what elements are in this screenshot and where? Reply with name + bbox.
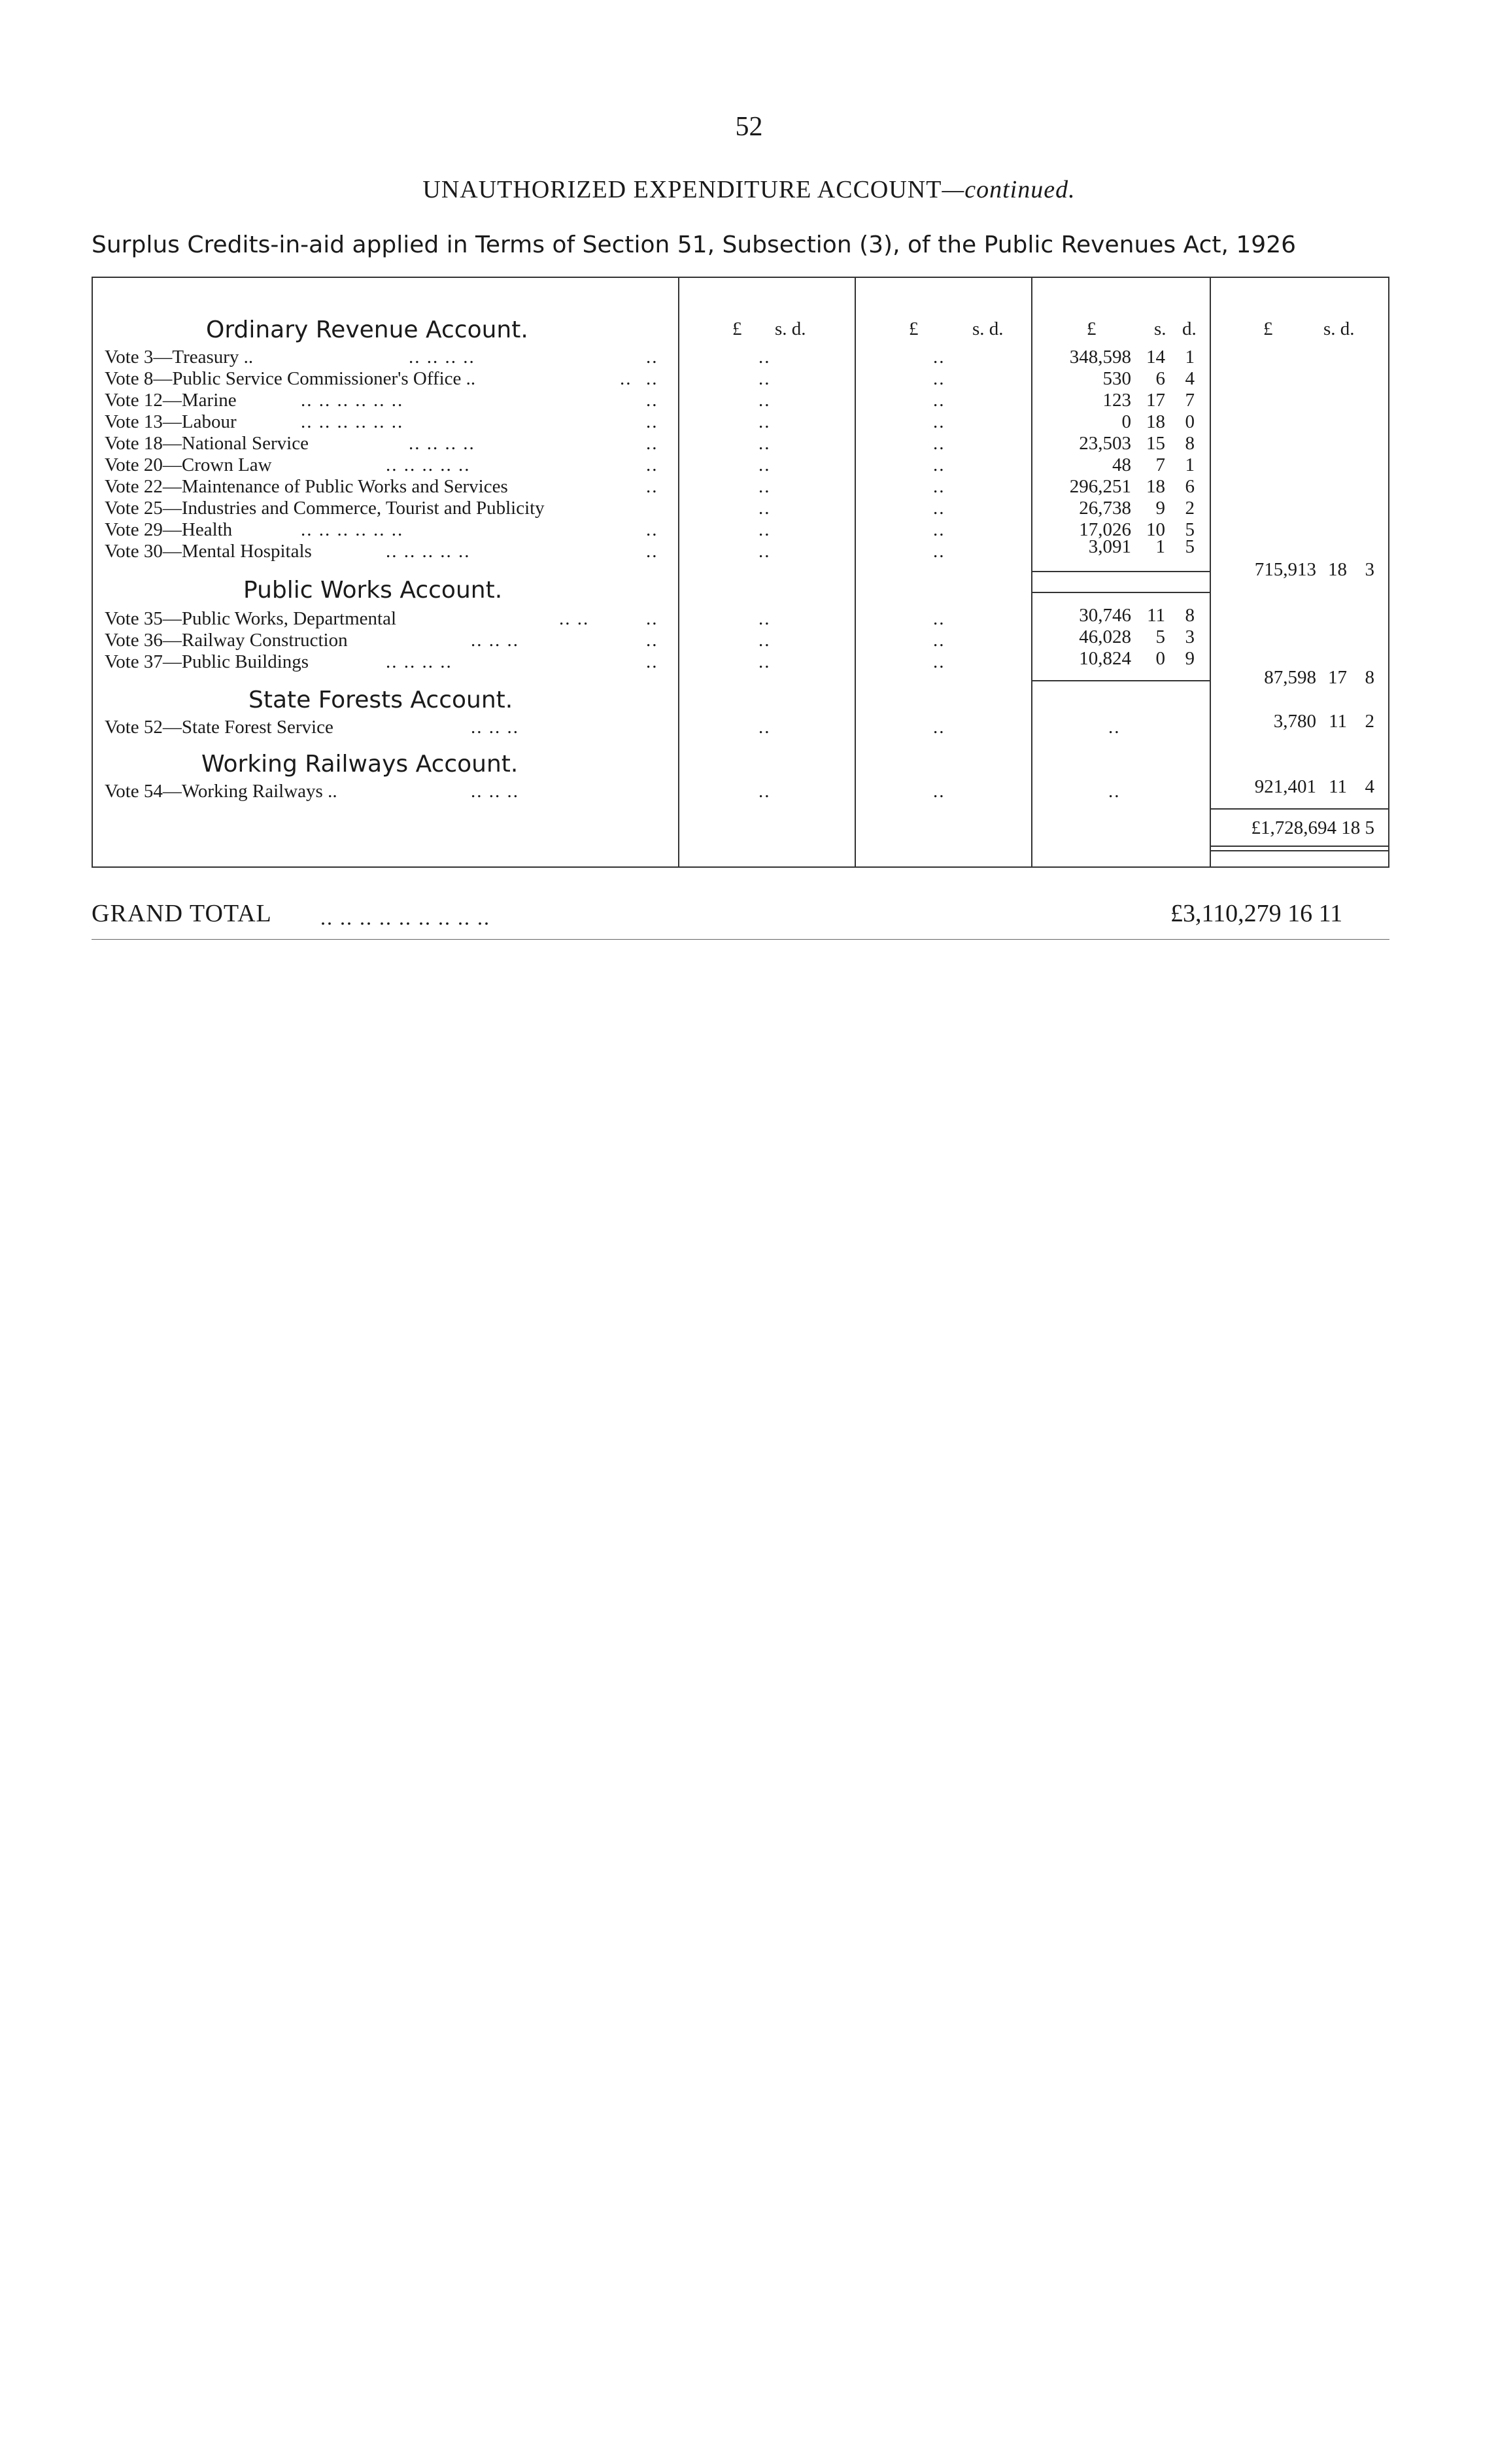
section-total-shillings: 11 — [1329, 711, 1347, 732]
vote-label: Vote 12—Marine — [105, 390, 237, 411]
section-heading-working-railways: Working Railways Account. — [201, 751, 519, 778]
col4-sd-header: s. d. — [1323, 318, 1355, 339]
leader-dots: .. .. .. .. .. .. — [301, 411, 404, 432]
col2-dots: .. — [933, 390, 945, 411]
page-number: 52 — [735, 112, 763, 142]
col3-d-header: d. — [1182, 318, 1197, 339]
amount-pence: 1 — [1185, 454, 1195, 475]
col2-dots: .. — [933, 630, 945, 651]
col2-dots: .. — [933, 347, 945, 368]
vote-label: Vote 18—National Service — [105, 433, 309, 454]
table-bottom-rule — [92, 866, 1389, 868]
col2-sd-header: s. d. — [972, 318, 1004, 339]
amount-shillings: 11 — [1147, 605, 1165, 626]
col2-dots: .. — [933, 541, 945, 562]
page-title — [0, 175, 1498, 204]
amount-shillings: 6 — [1155, 368, 1165, 389]
section-total-pence: 4 — [1365, 776, 1374, 797]
col1-dots: .. — [758, 411, 771, 432]
amount-shillings: 18 — [1146, 411, 1165, 432]
amount-pounds: 48 — [1112, 454, 1131, 475]
amount-pence: 3 — [1185, 626, 1195, 647]
col3-dots: .. — [1108, 781, 1121, 802]
col1-dots: .. — [758, 498, 771, 519]
vote-label: Vote 35—Public Works, Departmental — [105, 608, 397, 629]
col1-dots: .. — [758, 476, 771, 497]
col1-dots: .. — [758, 433, 771, 454]
leader-dots: .. — [646, 454, 658, 475]
col2-dots: .. — [933, 717, 945, 738]
vote-label: Vote 52—State Forest Service — [105, 717, 333, 738]
vote-label: Vote 54—Working Railways .. — [105, 781, 337, 802]
leader-dots: .. — [620, 368, 632, 389]
section-total-shillings: 18 — [1328, 559, 1347, 580]
section-total-pounds: 715,913 — [1254, 559, 1316, 580]
grand-total-rule — [92, 939, 1389, 940]
amount-pounds: 0 — [1121, 411, 1131, 432]
amount-pence: 2 — [1185, 498, 1195, 519]
col1-dots: .. — [758, 630, 771, 651]
section-heading-state-forests: State Forests Account. — [248, 687, 513, 713]
amount-pounds: 30,746 — [1079, 605, 1131, 626]
grand-total-label: GRAND TOTAL — [92, 900, 272, 927]
col1-sd-header: s. d. — [775, 318, 806, 339]
amount-shillings: 15 — [1146, 433, 1165, 454]
col1-dots: .. — [758, 781, 771, 802]
col2-dots: .. — [933, 476, 945, 497]
amount-pounds: 348,598 — [1069, 347, 1131, 368]
section-total-pounds: 87,598 — [1264, 667, 1316, 688]
amount-pounds: 26,738 — [1079, 498, 1131, 519]
amount-shillings: 18 — [1146, 476, 1165, 497]
leader-dots: .. — [646, 433, 658, 454]
vote-label: Vote 3—Treasury .. — [105, 347, 254, 368]
page-subtitle: Surplus Credits-in-aid applied in Terms of Section 51, Subsection (3), of the Public Revenues Act, 1926 — [92, 231, 1297, 258]
col1-pound-header: £ — [732, 318, 742, 339]
table-top-rule — [92, 277, 1389, 278]
col1-dots: .. — [758, 608, 771, 629]
leader-dots: .. .. .. .. .. — [386, 454, 471, 475]
vote-label: Vote 36—Railway Construction — [105, 630, 348, 651]
amount-pence: 0 — [1185, 411, 1195, 432]
col1-dots: .. — [758, 717, 771, 738]
amount-pounds: 46,028 — [1079, 626, 1131, 647]
amount-shillings: 5 — [1155, 626, 1165, 647]
amount-shillings: 0 — [1155, 648, 1165, 669]
amount-pounds: 10,824 — [1079, 648, 1131, 669]
leader-dots: .. — [646, 630, 658, 651]
leader-dots: .. — [646, 608, 658, 629]
col2-pound-header: £ — [909, 318, 919, 339]
section-total-pounds: 3,780 — [1273, 711, 1316, 732]
leader-dots: .. — [646, 541, 658, 562]
amount-pounds: 123 — [1102, 390, 1131, 411]
leader-dots: .. .. .. — [471, 630, 519, 651]
leader-dots: .. — [646, 476, 658, 497]
amount-shillings: 7 — [1155, 454, 1165, 475]
col1-dots: .. — [758, 454, 771, 475]
title-suffix: —continued. — [942, 176, 1076, 203]
col2-dots: .. — [933, 433, 945, 454]
grand-total-value: £3,110,279 16 11 — [1170, 900, 1343, 927]
amount-pence: 7 — [1185, 390, 1195, 411]
vote-label: Vote 25—Industries and Commerce, Tourist and Publicity — [105, 498, 545, 519]
leader-dots: .. .. .. — [471, 717, 519, 738]
title-main: UNAUTHORIZED EXPENDITURE ACCOUNT — [422, 176, 942, 203]
amount-shillings: 14 — [1146, 347, 1165, 368]
table-right-rule — [1388, 277, 1389, 866]
col2-dots: .. — [933, 498, 945, 519]
amount-shillings: 17 — [1146, 390, 1165, 411]
amount-pence: 1 — [1185, 347, 1195, 368]
col2-dots: .. — [933, 454, 945, 475]
col1-dots: .. — [758, 651, 771, 672]
amount-pounds: 3,091 — [1088, 536, 1131, 557]
amount-pounds: 296,251 — [1069, 476, 1131, 497]
col1-dots: .. — [758, 368, 771, 389]
leader-dots: .. .. .. .. .. .. — [301, 519, 404, 540]
section-total-pounds: 921,401 — [1254, 776, 1316, 797]
section-total-shillings: 11 — [1329, 776, 1347, 797]
col1-dots: .. — [758, 541, 771, 562]
leader-dots: .. .. .. — [471, 781, 519, 802]
vote-label: Vote 30—Mental Hospitals — [105, 541, 312, 562]
amount-shillings: 10 — [1146, 519, 1165, 540]
section-rule — [1032, 592, 1210, 593]
leader-dots: .. .. .. .. .. .. .. .. .. — [320, 906, 490, 929]
col2-dots: .. — [933, 411, 945, 432]
vote-label: Vote 13—Labour — [105, 411, 237, 432]
leader-dots: .. .. .. .. .. — [386, 541, 471, 562]
amount-pence: 8 — [1185, 433, 1195, 454]
col1-dots: .. — [758, 519, 771, 540]
amount-pounds: 530 — [1102, 368, 1131, 389]
section-total-pence: 2 — [1365, 711, 1374, 732]
section-total-shillings: 17 — [1328, 667, 1347, 688]
section-heading-ordinary-revenue: Ordinary Revenue Account. — [206, 317, 528, 343]
column-rule-1 — [678, 277, 679, 866]
leader-dots: .. .. .. .. — [409, 433, 475, 454]
amount-pence: 5 — [1185, 536, 1195, 557]
table-left-rule — [92, 277, 93, 866]
col1-dots: .. — [758, 390, 771, 411]
amount-pence: 6 — [1185, 476, 1195, 497]
col4-pound-header: £ — [1263, 318, 1273, 339]
amount-pounds: 23,503 — [1079, 433, 1131, 454]
leader-dots: .. .. .. .. — [409, 347, 475, 368]
section-sum: £1,728,694 18 5 — [1251, 817, 1374, 838]
vote-label: Vote 37—Public Buildings — [105, 651, 309, 672]
amount-shillings: 9 — [1155, 498, 1165, 519]
col2-dots: .. — [933, 608, 945, 629]
sum-double-rule — [1211, 846, 1388, 851]
sum-rule — [1211, 808, 1388, 810]
col2-dots: .. — [933, 368, 945, 389]
leader-dots: .. — [646, 411, 658, 432]
col1-dots: .. — [758, 347, 771, 368]
leader-dots: .. — [646, 651, 658, 672]
section-heading-public-works: Public Works Account. — [243, 577, 503, 604]
col3-s-header: s. — [1154, 318, 1166, 339]
vote-label: Vote 29—Health — [105, 519, 233, 540]
column-rule-4 — [1210, 277, 1211, 866]
amount-shillings: 1 — [1155, 536, 1165, 557]
col3-pound-header: £ — [1087, 318, 1097, 339]
col2-dots: .. — [933, 651, 945, 672]
subtotal-rule — [1032, 571, 1210, 572]
col3-dots: .. — [1108, 717, 1121, 738]
amount-pence: 8 — [1185, 605, 1195, 626]
leader-dots: .. — [646, 519, 658, 540]
column-rule-2 — [855, 277, 856, 866]
leader-dots: .. .. .. .. — [386, 651, 452, 672]
leader-dots: .. .. — [559, 608, 590, 629]
leader-dots: .. .. .. .. .. .. — [301, 390, 404, 411]
section-total-pence: 3 — [1365, 559, 1374, 580]
amount-pounds: 17,026 — [1079, 519, 1131, 540]
amount-pence: 4 — [1185, 368, 1195, 389]
col2-dots: .. — [933, 519, 945, 540]
amount-pence: 5 — [1185, 519, 1195, 540]
vote-label: Vote 22—Maintenance of Public Works and Services — [105, 476, 508, 497]
vote-label: Vote 20—Crown Law — [105, 454, 272, 475]
col2-dots: .. — [933, 781, 945, 802]
leader-dots: .. — [646, 368, 658, 389]
section-total-pence: 8 — [1365, 667, 1374, 688]
vote-label: Vote 8—Public Service Commissioner's Office .. — [105, 368, 476, 389]
leader-dots: .. — [646, 347, 658, 368]
subtotal-rule — [1032, 680, 1210, 681]
leader-dots: .. — [646, 390, 658, 411]
amount-pence: 9 — [1185, 648, 1195, 669]
